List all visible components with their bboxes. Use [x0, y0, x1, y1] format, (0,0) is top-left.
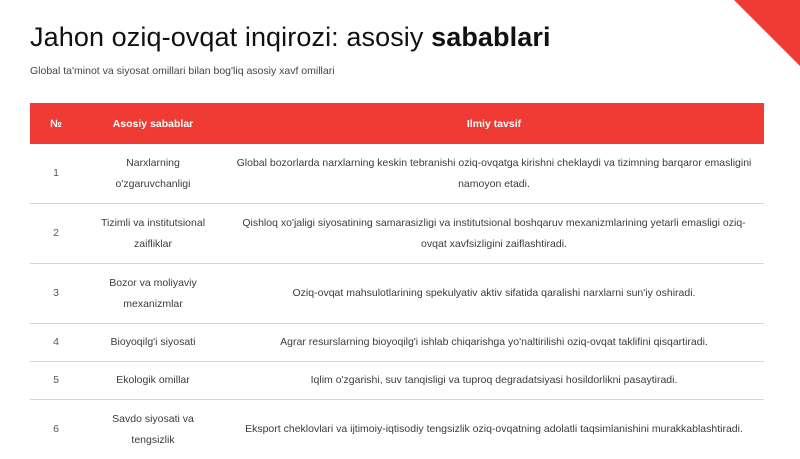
column-header-number: № [30, 103, 82, 144]
table-row [30, 264, 764, 324]
row-cause: Tizimli va institutsional zaifliklar [82, 204, 224, 264]
row-description: Agrar resurslarning bioyoqilg'i ishlab chiqarishga yo'naltirilishi oziq-ovqat taklifini qisqartiradi. [224, 324, 764, 362]
row-number: 1 [30, 144, 82, 204]
row-cause: Ekologik omillar [82, 362, 224, 400]
row-description: Global bozorlarda narxlarning keskin tebranishi oziq-ovqatga kirishni cheklaydi va tizimning barqaror emasligini namoyon etadi. [224, 144, 764, 204]
column-header-cause: Asosiy sabablar [82, 103, 224, 144]
page-subtitle: Global ta'minot va siyosat omillari bilan bog'liq asosiy xavf omillari [30, 65, 335, 77]
row-number: 6 [30, 400, 82, 459]
table-row [30, 400, 764, 459]
row-description: Qishloq xo'jaligi siyosatining samarasizligi va institutsional boshqaruv mexanizmlarining yetarli emasligi oziq-ovqat xavfsizligini zaiflashtiradi. [224, 204, 764, 264]
row-number: 2 [30, 204, 82, 264]
table-row [30, 362, 764, 400]
row-number: 5 [30, 362, 82, 400]
row-description: Oziq-ovqat mahsulotlarining spekulyativ aktiv sifatida qaralishi narxlarni sun'iy oshiradi. [224, 264, 764, 324]
row-number: 4 [30, 324, 82, 362]
causes-table [30, 103, 764, 459]
corner-accent-shape [734, 0, 800, 66]
page-title-main: Jahon oziq-ovqat inqirozi: asosiy [30, 22, 431, 52]
row-description: Eksport cheklovlari va ijtimoiy-iqtisodiy tengsizlik oziq-ovqatning adolatli taqsimlanishini murakkablashtiradi. [224, 400, 764, 459]
row-cause: Narxlarning o'zgaruvchanligi [82, 144, 224, 204]
table-header-row [30, 103, 764, 144]
row-cause: Bozor va moliyaviy mexanizmlar [82, 264, 224, 324]
page-title-bold: sabablari [431, 22, 550, 52]
column-header-description: Ilmiy tavsif [224, 103, 764, 144]
row-description: Iqlim o'zgarishi, suv tanqisligi va tuproq degradatsiyasi hosildorlikni pasaytiradi. [224, 362, 764, 400]
table-row [30, 204, 764, 264]
row-cause: Savdo siyosati va tengsizlik [82, 400, 224, 459]
row-cause: Bioyoqilg'i siyosati [82, 324, 224, 362]
table-row [30, 324, 764, 362]
row-number: 3 [30, 264, 82, 324]
table-row [30, 144, 764, 204]
page-title [30, 22, 551, 53]
